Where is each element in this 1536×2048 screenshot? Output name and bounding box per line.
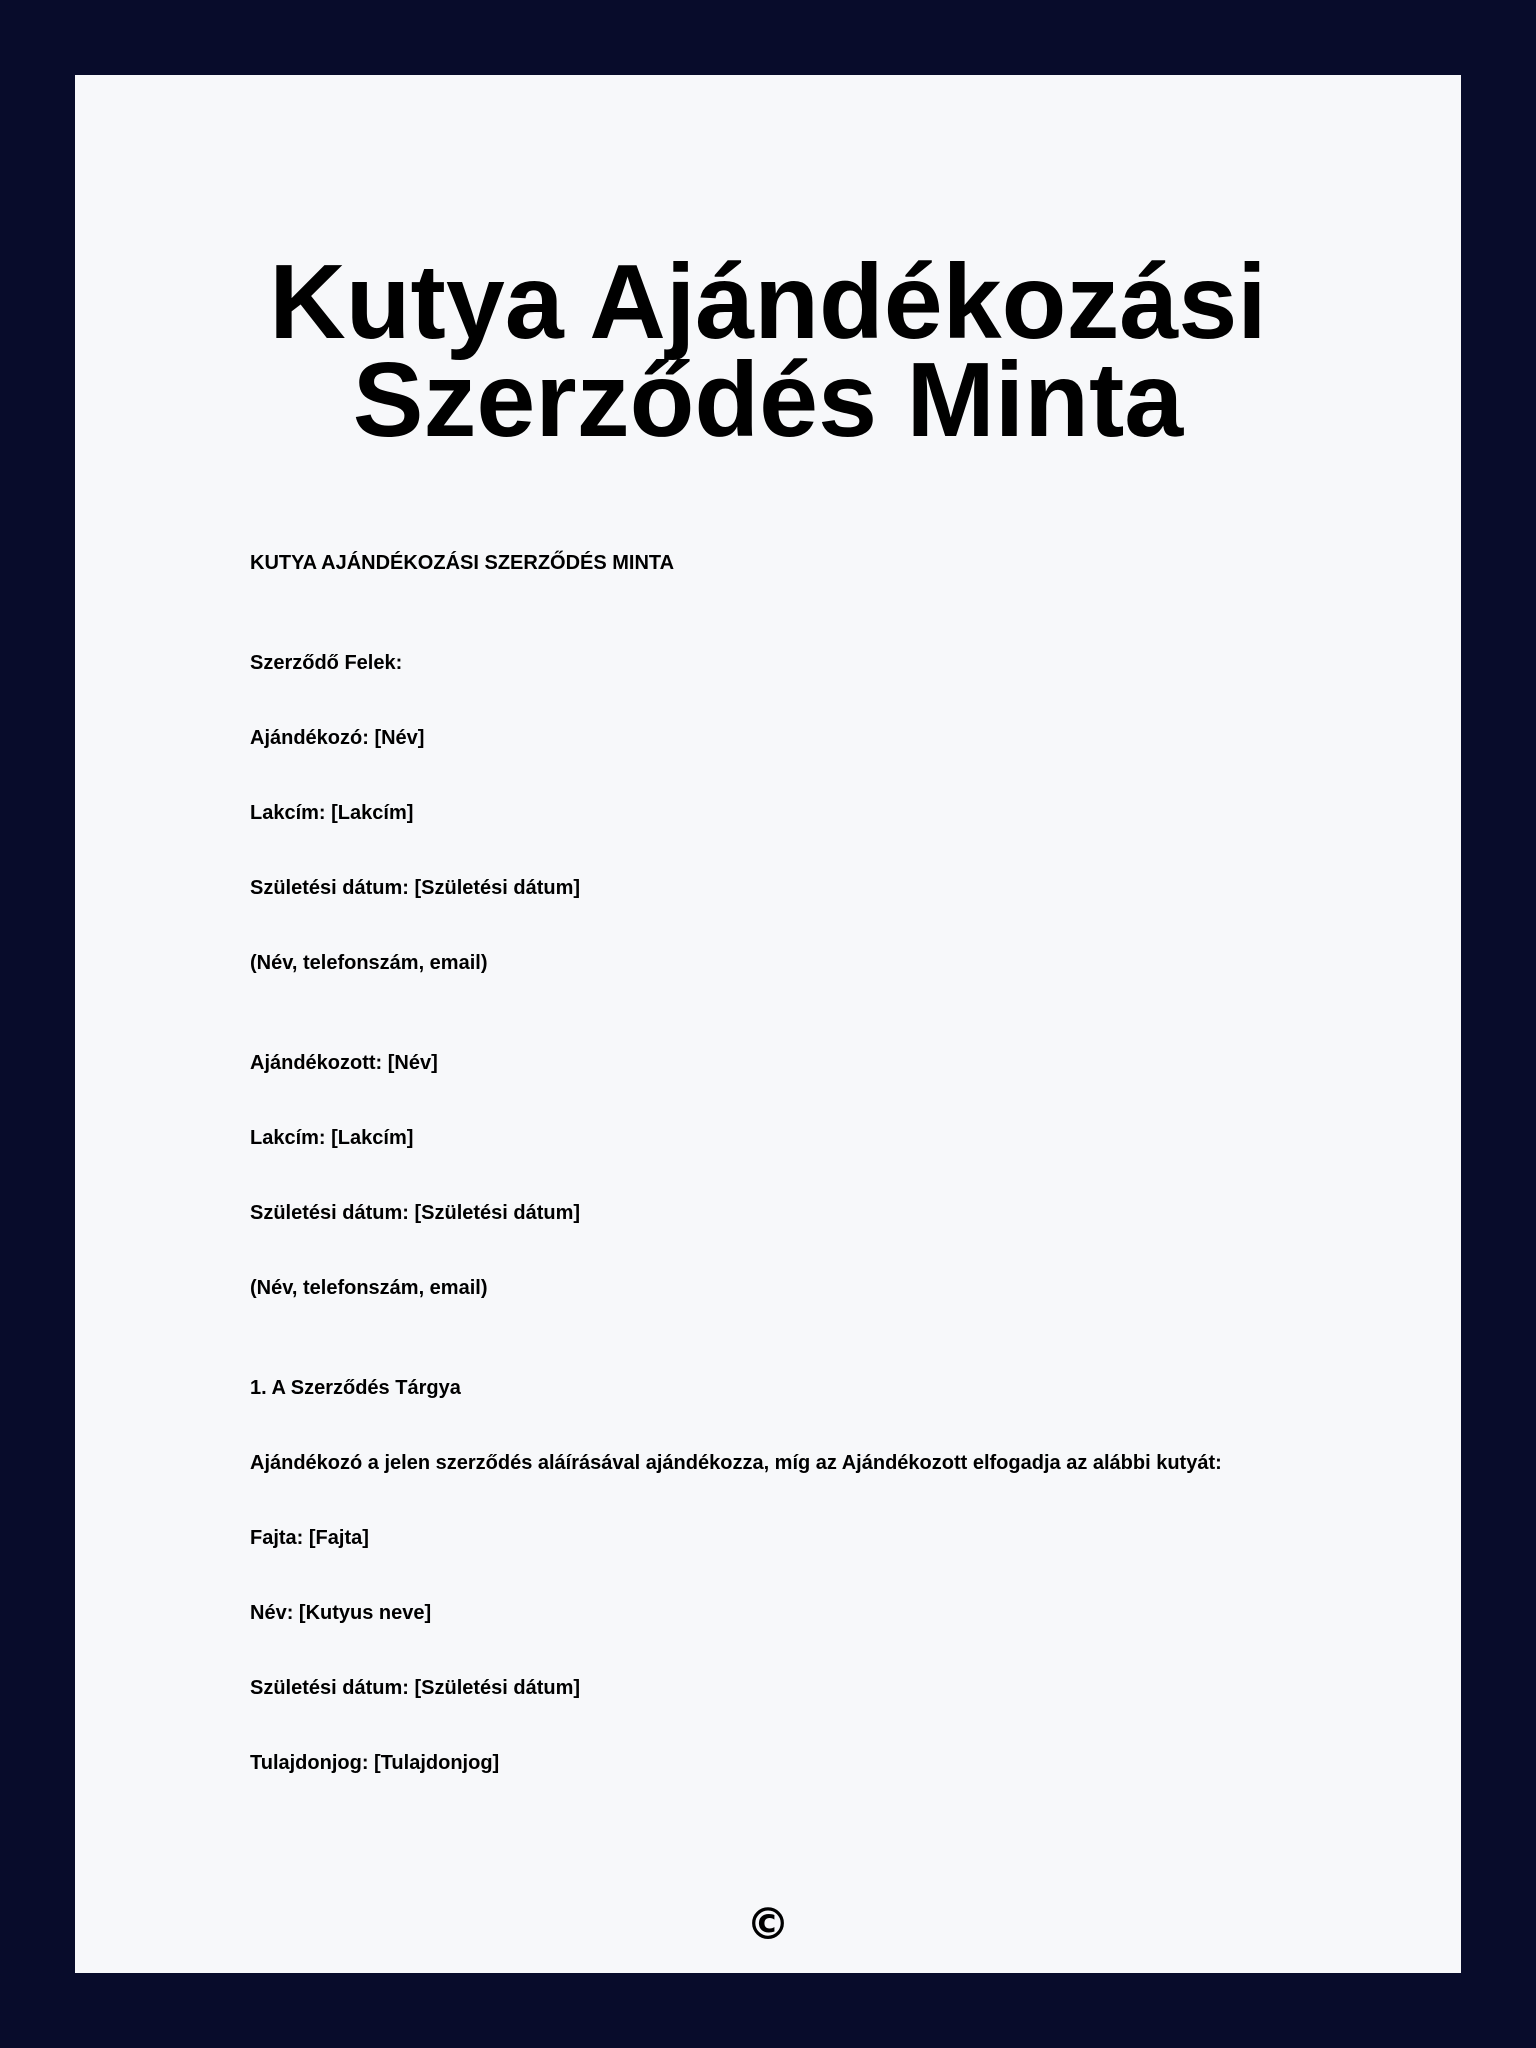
donor-contact: (Név, telefonszám, email) bbox=[250, 952, 488, 974]
section-1-intro: Ajándékozó a jelen szerződés aláírásával ajándékozza, míg az Ajándékozott elfogadja az alábbi kutyát: bbox=[250, 1452, 1222, 1474]
donor-address: Lakcím: [Lakcím] bbox=[250, 802, 414, 824]
donor-birth-date: Születési dátum: [Születési dátum] bbox=[250, 877, 581, 899]
recipient-name: Ajándékozott: [Név] bbox=[250, 1052, 438, 1074]
contract-heading: KUTYA AJÁNDÉKOZÁSI SZERZŐDÉS MINTA bbox=[250, 552, 675, 574]
dog-birth-date: Születési dátum: [Születési dátum] bbox=[250, 1677, 581, 1699]
document-title bbox=[75, 243, 1461, 459]
copyright-icon: © bbox=[746, 1899, 790, 1950]
title-line-2: Szerződés Minta bbox=[352, 341, 1184, 459]
section-1-heading: 1. A Szerződés Tárgya bbox=[250, 1377, 461, 1399]
recipient-contact: (Név, telefonszám, email) bbox=[250, 1277, 488, 1299]
title-line-1: Kutya Ajándékozási bbox=[269, 243, 1267, 361]
recipient-address: Lakcím: [Lakcím] bbox=[250, 1127, 414, 1149]
recipient-birth-date: Születési dátum: [Születési dátum] bbox=[250, 1202, 581, 1224]
donor-name: Ajándékozó: [Név] bbox=[250, 727, 425, 749]
document-page bbox=[75, 75, 1461, 1973]
parties-label: Szerződő Felek: bbox=[250, 652, 403, 674]
dog-name: Név: [Kutyus neve] bbox=[250, 1602, 432, 1624]
dog-breed: Fajta: [Fajta] bbox=[250, 1527, 369, 1549]
dog-ownership: Tulajdonjog: [Tulajdonjog] bbox=[250, 1752, 500, 1774]
